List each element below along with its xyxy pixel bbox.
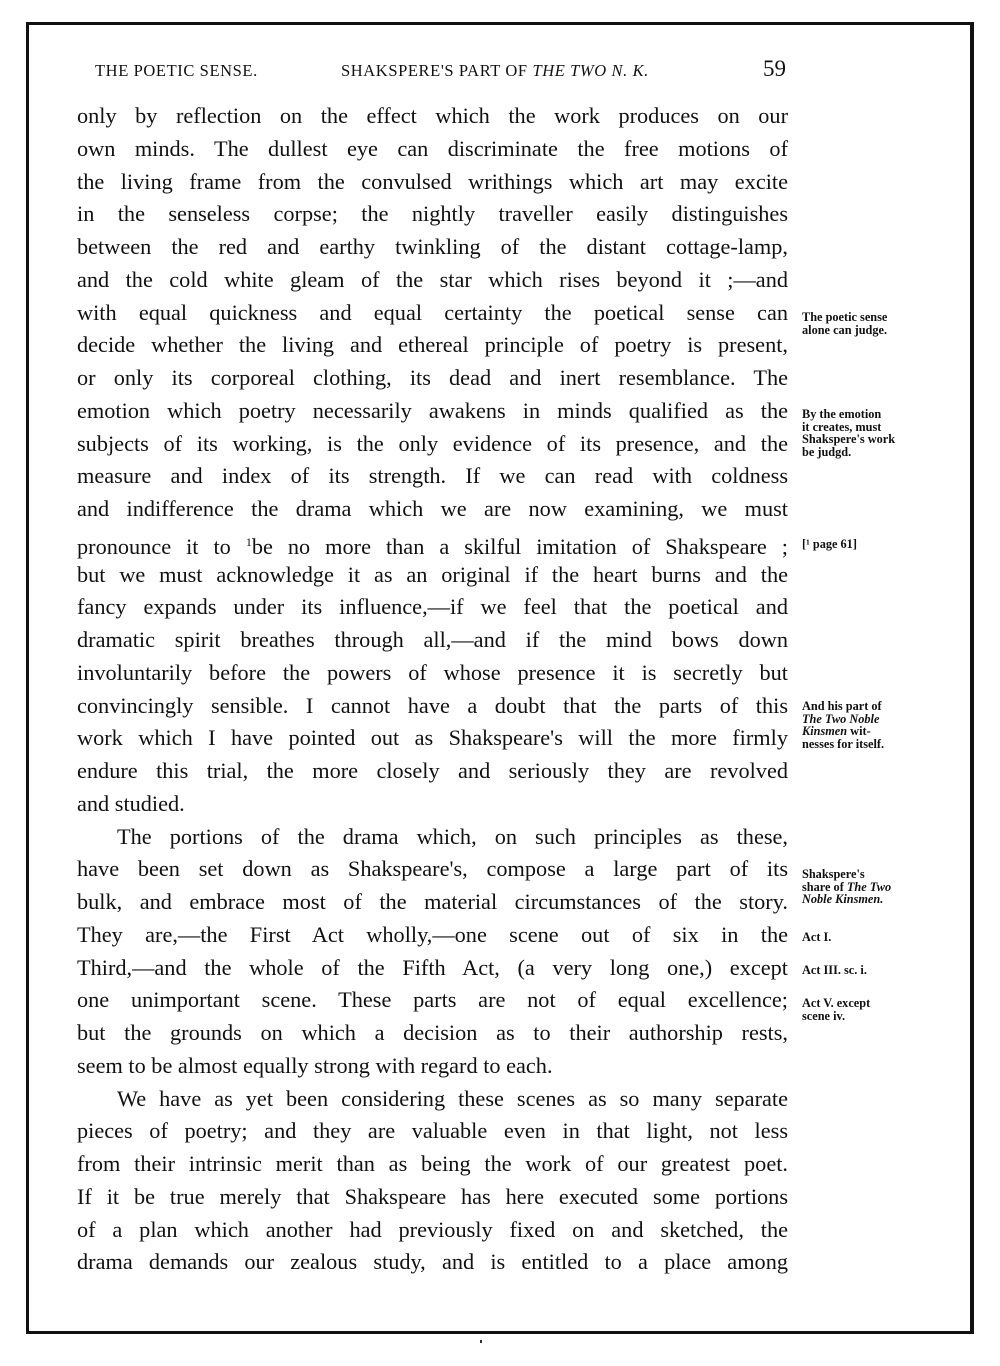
running-header xyxy=(95,58,795,86)
body-text xyxy=(77,100,788,1279)
text-line: seem to be almost equally strong with regard to each. xyxy=(77,1052,553,1078)
margin-note-line: scene iv. xyxy=(802,1008,846,1023)
paragraph-start-line: The portions of the drama which, on such principles as these, xyxy=(117,823,788,849)
margin-note-share xyxy=(802,868,942,906)
text-line: own minds. The dullest eye can discriminate the free motions of xyxy=(77,135,788,161)
text-line-with-page-marker xyxy=(77,526,788,559)
text-line: only by reflection on the effect which the work produces on our xyxy=(77,103,788,128)
margin-note-poetic-sense xyxy=(802,311,942,336)
scan-speck xyxy=(480,1340,482,1343)
italic-title: The Two xyxy=(846,879,892,894)
margin-note-line: And his part of xyxy=(802,699,882,713)
text-line: have been set down as Shakspeare's, compose a large part of its xyxy=(77,856,788,882)
margin-note-act-three: Act III. sc. i. xyxy=(802,963,867,977)
page-break-marker: 1 xyxy=(245,534,252,549)
margin-note-line: it creates, must xyxy=(802,419,882,434)
header-title-italic: THE TWO N. K. xyxy=(532,61,649,80)
text-line: decide whether the living and ethereal principle of poetry is present, xyxy=(77,332,788,358)
text-line: pieces of poetry; and they are valuable even in that light, not less xyxy=(77,1118,788,1144)
text-line: but we must acknowledge it as an original if the heart burns and the xyxy=(77,561,788,587)
italic-title: Noble Kinsmen. xyxy=(802,892,884,906)
margin-note-line: By the emotion xyxy=(802,407,882,421)
margin-note-line: The poetic sense xyxy=(802,310,888,324)
text-line: If it be true merely that Shakspeare has here executed some portions xyxy=(77,1183,788,1209)
margin-note-line: Shakspere's xyxy=(802,867,865,881)
text-line: the living frame from the convulsed writhings which art may excite xyxy=(77,168,788,194)
text-line: bulk, and embrace most of the material circumstances of the story. xyxy=(77,889,788,914)
text-line: work which I have pointed out as Shakspeare's will the more firmly xyxy=(77,725,788,751)
text-line: Third,—and the whole of the Fifth Act, (a very long one,) except xyxy=(77,954,788,980)
header-running-title xyxy=(341,61,649,81)
text-line: and the cold white gleam of the star which rises beyond it ;—and xyxy=(77,266,788,292)
margin-note-line: alone can judge. xyxy=(802,322,888,337)
text-line: with equal quickness and equal certainty the poetical sense can xyxy=(77,299,788,325)
margin-note-act-five xyxy=(802,997,942,1022)
text-line: in the senseless corpse; the nightly traveller easily distinguishes xyxy=(77,201,788,227)
margin-note-emotion xyxy=(802,408,942,458)
margin-note-text: share of xyxy=(802,879,847,894)
text-line: They are,—the First Act wholly,—one scene out of six in the xyxy=(77,921,788,947)
text-line: involuntarily before the powers of whose presence it is secretly but xyxy=(77,659,788,685)
margin-note-line: nesses for itself. xyxy=(802,736,885,751)
page-number: 59 xyxy=(763,56,786,81)
text-line: convincingly sensible. I cannot have a doubt that the parts of this xyxy=(77,692,788,718)
paragraph-start-line: We have as yet been considering these scenes as so many separate xyxy=(117,1085,788,1111)
text-line: and indifference the drama which we are now examining, we must xyxy=(77,496,788,521)
header-title-prefix: SHAKSPERE'S PART OF xyxy=(341,61,528,80)
margin-note-line: Shakspere's work xyxy=(802,432,896,446)
text-segment: pronounce it to xyxy=(77,533,246,559)
text-line: from their intrinsic merit than as being the work of our greatest poet. xyxy=(77,1151,788,1176)
margin-note-act-one: Act I. xyxy=(802,930,832,944)
text-line: and studied. xyxy=(77,790,185,816)
text-line: endure this trial, the more closely and seriously they are revolved xyxy=(77,758,788,783)
text-line: but the grounds on which a decision as to their authorship rests, xyxy=(77,1020,788,1045)
margin-note-line: be judgd. xyxy=(802,444,852,459)
italic-title: The Two Noble xyxy=(802,711,880,726)
margin-note-text: wit- xyxy=(847,724,871,738)
text-segment: be no more than a skilful imitation of Shakspeare ; xyxy=(251,533,788,559)
text-line: or only its corporeal clothing, its dead and inert resemblance. The xyxy=(77,365,788,390)
text-line: subjects of its working, is the only evidence of its presence, and the xyxy=(77,430,788,456)
text-line: dramatic spirit breathes through all,—and if the mind bows down xyxy=(77,627,788,652)
text-line: one unimportant scene. These parts are not of equal excellence; xyxy=(77,987,788,1013)
text-line: emotion which poetry necessarily awakens in minds qualified as the xyxy=(77,397,788,423)
margin-note-line xyxy=(802,893,942,906)
header-section-title: THE POETIC SENSE. xyxy=(95,61,258,80)
margin-note-page-reference: [¹ page 61] xyxy=(802,537,857,551)
text-line: between the red and earthy twinkling of the distant cottage-lamp, xyxy=(77,234,788,259)
text-line: fancy expands under its influence,—if we feel that the poetical and xyxy=(77,594,788,620)
margin-note-line xyxy=(802,725,942,738)
margin-note-his-part xyxy=(802,700,942,750)
text-line: of a plan which another had previously fixed on and sketched, the xyxy=(77,1216,788,1242)
text-line: measure and index of its strength. If we can read with coldness xyxy=(77,463,788,489)
margin-note-line: Act V. except xyxy=(802,996,871,1010)
text-line: drama demands our zealous study, and is entitled to a place among xyxy=(77,1249,788,1275)
italic-title: Kinsmen xyxy=(802,724,848,738)
